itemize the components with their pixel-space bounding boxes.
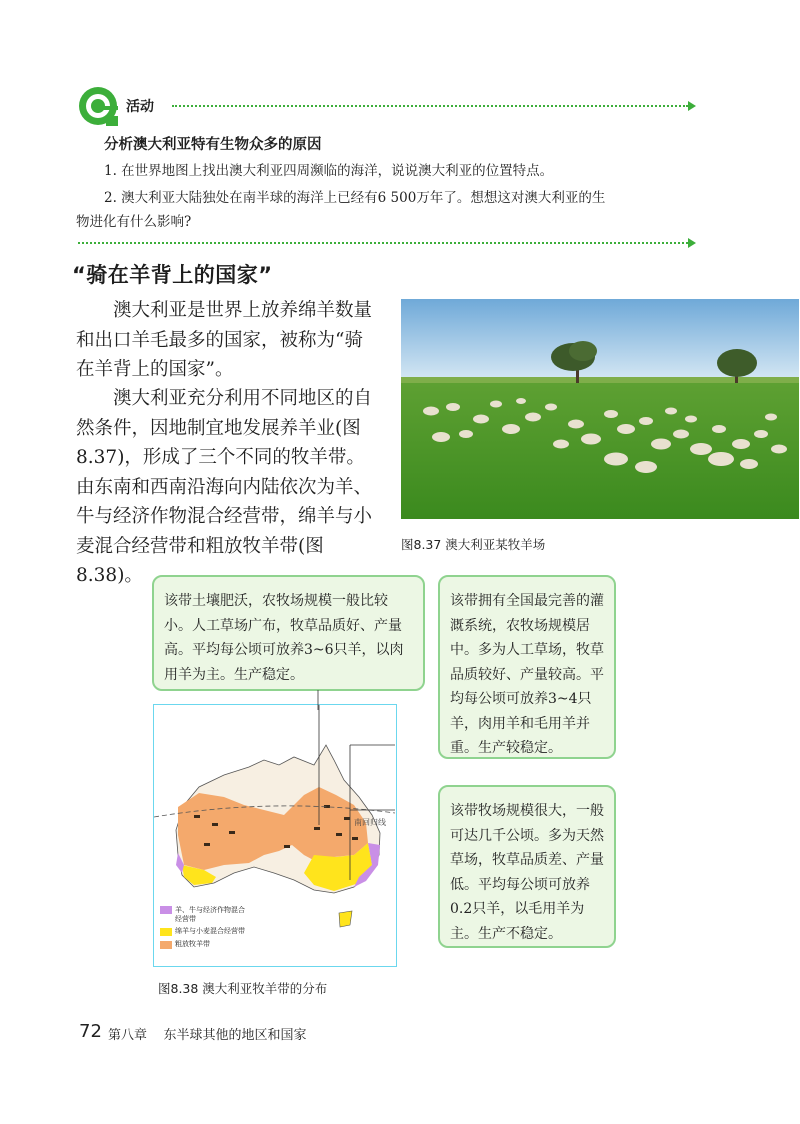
legend-mixed-farming: 羊、牛与经济作物混合 经营带 xyxy=(160,906,280,924)
callout-mixed-farming-belt: 该带土壤肥沃，农牧场规模一般比较小。人工草场广布，牧草品质好、产量高。平均每公顷可放养3~6只羊，以肉用羊为主。生产稳定。 xyxy=(152,575,425,691)
arrow-right-icon xyxy=(688,238,696,248)
legend-extensive-grazing: 粗放牧羊带 xyxy=(160,940,280,949)
section-title: “骑在羊背上的国家” xyxy=(72,263,273,287)
activity-divider-top xyxy=(172,105,688,107)
activity-question-2-cont: 物进化有什么影响? xyxy=(76,214,192,230)
callout-extensive-grazing-belt: 该带牧场规模很大，一般可达几千公顷。多为天然草场，牧草品质差、产量低。平均每公顷可放养0.2只羊，以毛用羊为主。生产不稳定。 xyxy=(438,785,616,948)
tropic-label: 南回归线 xyxy=(354,818,386,827)
sheep-farm-photo xyxy=(401,299,799,519)
activity-question-2: 2. 澳大利亚大陆独处在南半球的海洋上已经有6 500万年了。想想这对澳大利亚的生 xyxy=(104,190,606,206)
legend-swatch-orange xyxy=(160,941,172,949)
legend-sheep-wheat: 绵羊与小麦混合经营带 xyxy=(160,927,280,936)
chapter-title: 第八章 东半球其他的地区和国家 xyxy=(108,1028,307,1043)
callout-sheep-wheat-belt: 该带拥有全国最完善的灌溉系统，农牧场规模居中。多为人工草场，牧草品质较好、产量较高。平均每公顷可放养3~4只羊，肉用羊和毛用羊并重。生产较稳定。 xyxy=(438,575,616,759)
legend-swatch-yellow xyxy=(160,928,172,936)
activity-title: 活动 xyxy=(126,99,154,115)
map-caption: 图8.38 澳大利亚牧羊带的分布 xyxy=(158,981,328,996)
arrow-right-icon xyxy=(688,101,696,111)
photo-caption: 图8.37 澳大利亚某牧羊场 xyxy=(401,537,546,552)
activity-icon xyxy=(78,86,118,126)
activity-question-1: 1. 在世界地图上找出澳大利亚四周濒临的海洋，说说澳大利亚的位置特点。 xyxy=(104,163,554,179)
activity-subtitle: 分析澳大利亚特有生物众多的原因 xyxy=(104,137,322,153)
body-paragraph-2: 澳大利亚充分利用不同地区的自然条件，因地制宜地发展养羊业(图8.37)，形成了三个不同的牧羊带。由东南和西南沿海向内陆依次为羊、牛与经济作物混合经营带，绵羊与小麦混合经营带和粗放牧羊带(图8.38)。 xyxy=(76,388,373,586)
body-paragraph-1: 澳大利亚是世界上放养绵羊数量和出口羊毛最多的国家，被称为“骑在羊背上的国家”。 xyxy=(76,300,373,380)
legend-swatch-purple xyxy=(160,906,172,914)
activity-divider-bottom xyxy=(78,242,688,244)
australia-map xyxy=(153,704,397,967)
page-number: 72 xyxy=(79,1021,102,1042)
callout-connector xyxy=(150,690,450,710)
map-legend xyxy=(160,906,280,949)
